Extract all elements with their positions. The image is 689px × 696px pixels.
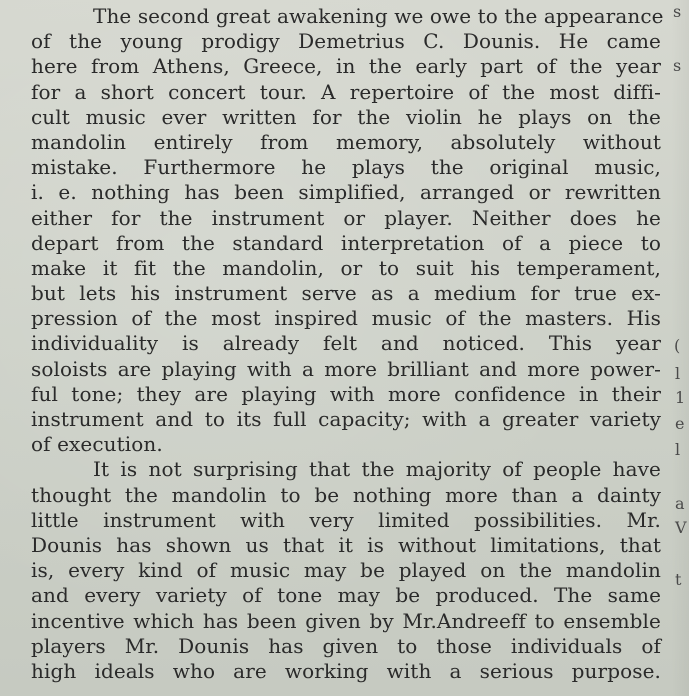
text-line: ful tone; they are playing with more confidence in their [31,381,661,406]
text-line: make it fit the mandolin, or to suit his temperament, [31,255,661,280]
edge-fragment: V [675,518,687,537]
text-line: for a short concert tour. A repertoire of the most diffi- [31,79,661,104]
edge-fragment: s [673,56,682,75]
edge-fragment: e [675,414,685,433]
text-line: thought the mandolin to be nothing more than a dainty [31,482,661,507]
text-line: i. e. nothing has been simplified, arranged or rewritten [31,180,661,205]
text-line: pression of the most inspired music of the masters. His [31,306,661,331]
edge-fragment: s [673,2,682,21]
edge-fragment: l [675,440,681,459]
text-line: of execution. [31,432,163,457]
text-line: depart from the standard interpretation of a piece to [31,230,661,255]
text-line: but lets his instrument serve as a medium for true ex- [31,281,661,306]
text-line: It is not surprising that the majority of people have [93,457,661,482]
text-line: mandolin entirely from memory, absolutely without [31,129,661,154]
edge-fragment: 1 [675,388,686,407]
edge-fragment: t [675,570,682,589]
text-line: Dounis has shown us that it is without limitations, that [31,532,661,557]
text-line: is, every kind of music may be played on the mandolin [31,558,661,583]
text-column [31,4,664,684]
text-line: little instrument with very limited possibilities. Mr. [31,507,661,532]
text-line: The second great awakening we owe to the appearance [93,4,664,28]
text-line: instrument and to its full capacity; with a greater variety [31,407,661,431]
text-line: soloists are playing with a more brilliant and more power- [31,356,661,381]
text-line: mistake. Furthermore he plays the original music, [31,155,661,180]
edge-fragment: a [675,494,685,513]
edge-fragment: ( [674,336,681,355]
text-line: here from Athens, Greece, in the early part of the year [31,54,661,79]
text-line: incentive which has been given by Mr.Andreeff to ensemble [31,608,661,633]
text-line: and every variety of tone may be produced. The same [31,583,661,608]
text-line: individuality is already felt and noticed. This year [31,331,661,356]
text-line: cult music ever written for the violin he plays on the [31,104,661,129]
text-line: high ideals who are working with a serious purpose. [31,658,661,683]
text-line: players Mr. Dounis has given to those individuals of [31,633,661,658]
text-line: of the young prodigy Demetrius C. Dounis. He came [31,29,661,54]
adjacent-page-edge [671,0,689,696]
edge-fragment: l [675,364,681,383]
text-line: either for the instrument or player. Neither does he [31,205,661,230]
